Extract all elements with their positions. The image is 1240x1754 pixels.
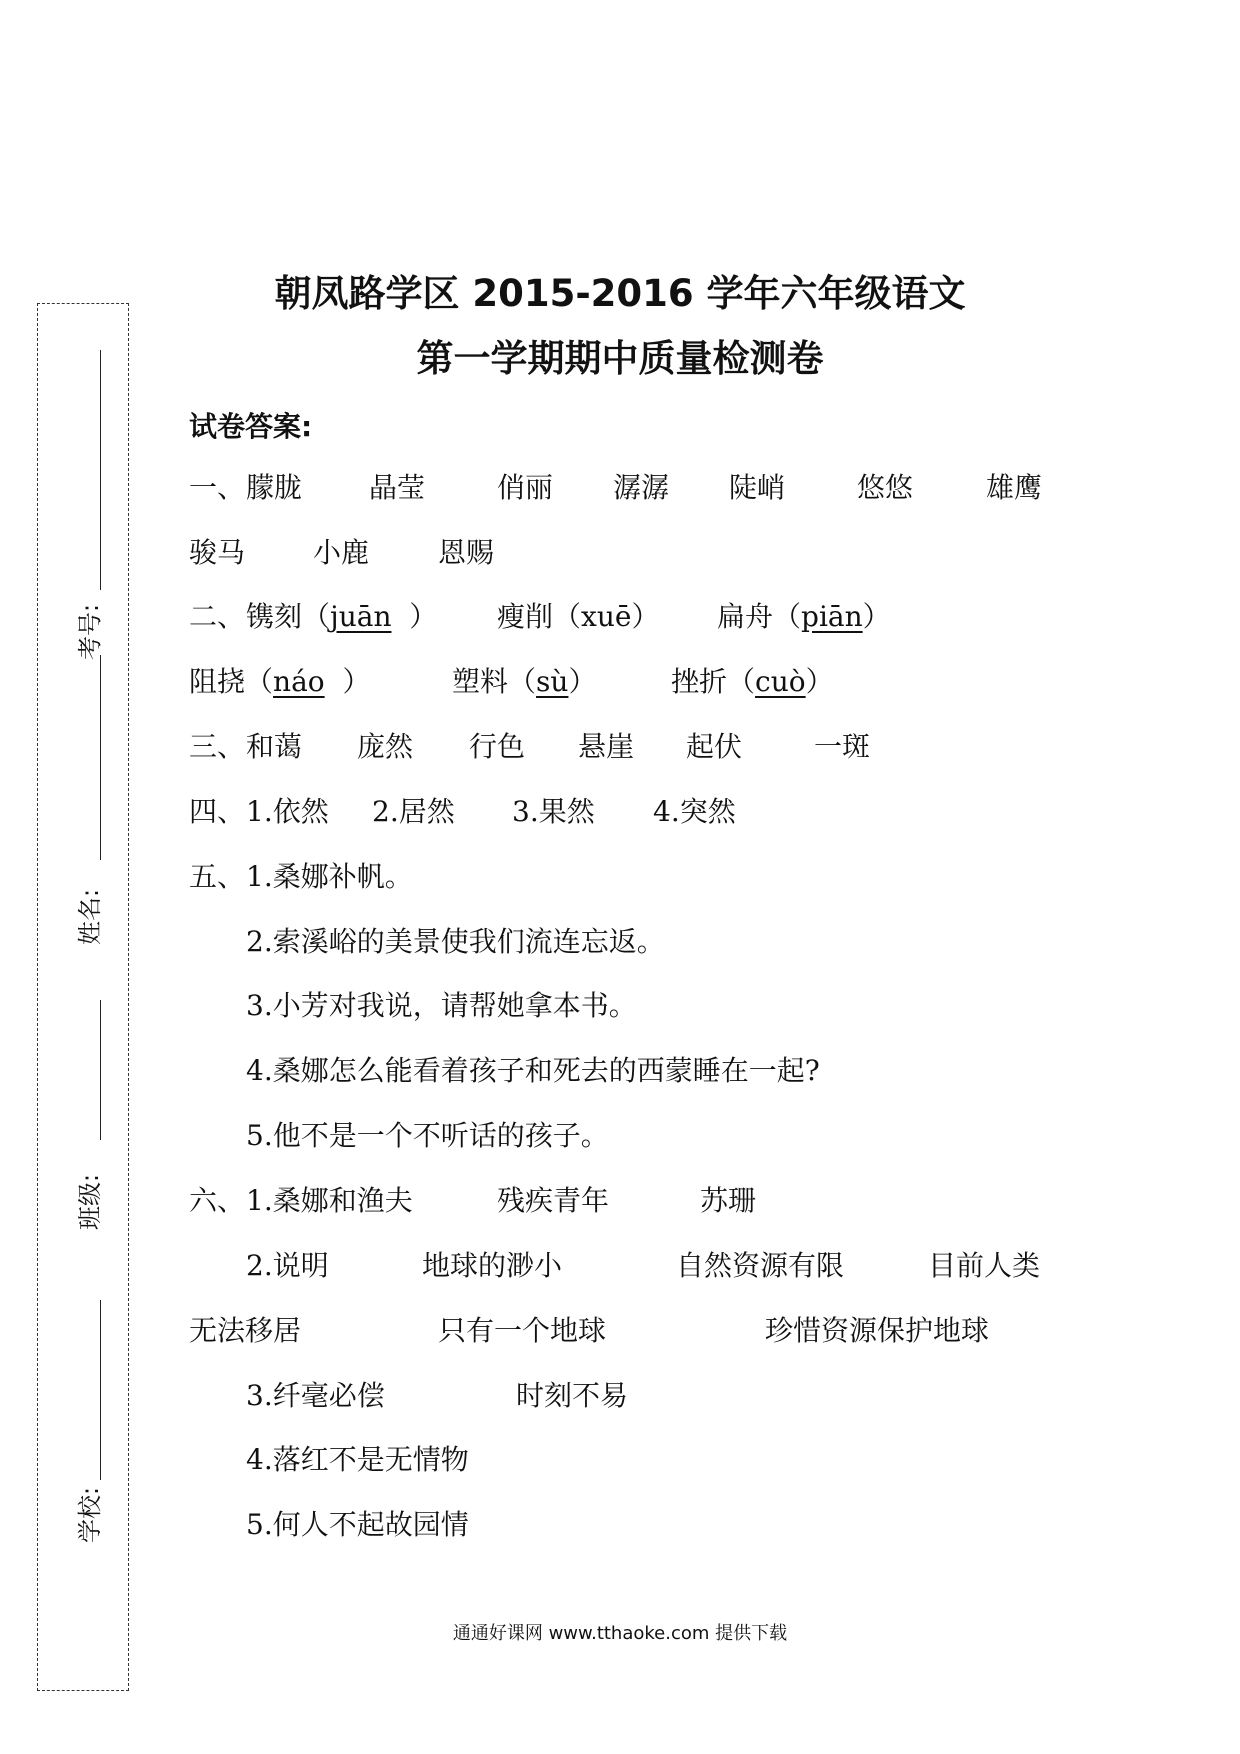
exam-no-label: 考号: xyxy=(76,603,104,660)
q1-word: 俏丽 xyxy=(497,471,554,504)
q4-item: 2.居然 xyxy=(372,795,455,828)
pinyin-answer: náo xyxy=(273,665,325,698)
pinyin-answer: sù xyxy=(536,665,569,698)
q4-prefix: 四、 xyxy=(189,795,246,828)
q6-item: 地球的渺小 xyxy=(422,1249,563,1282)
q2-item: 阻挠（náo ） xyxy=(189,665,371,698)
q3-word: 行色 xyxy=(469,730,526,763)
q5-item: 2.索溪峪的美景使我们流连忘返。 xyxy=(246,925,665,958)
q1-word: 恩赐 xyxy=(438,536,495,569)
q6-item: 无法移居 xyxy=(189,1314,302,1347)
q1-word: 潺潺 xyxy=(613,471,670,504)
q1-word: 晶莹 xyxy=(369,471,426,504)
q2-item: 挫折（cuò） xyxy=(671,665,834,698)
q4-item: 4.突然 xyxy=(653,795,736,828)
pinyin-answer: piān xyxy=(801,600,863,633)
q3-word: 悬崖 xyxy=(578,730,635,763)
name-label: 姓名: xyxy=(76,888,104,945)
q3-word: 一斑 xyxy=(814,730,871,763)
pinyin-answer: cuò xyxy=(755,665,806,698)
q1-word: 小鹿 xyxy=(313,536,370,569)
q6-item: 5.何人不起故园情 xyxy=(246,1508,469,1541)
q1-row1 xyxy=(189,468,245,508)
page-title-line1: 朝凤路学区 2015-2016 学年六年级语文 xyxy=(274,272,966,315)
q6-item: 4.落红不是无情物 xyxy=(246,1443,469,1476)
q6-item: 目前人类 xyxy=(928,1249,1041,1282)
name-line xyxy=(100,655,101,860)
answers-heading: 试卷答案: xyxy=(189,410,313,443)
q6-item: 3.纤毫必偿 xyxy=(246,1379,385,1412)
footer-source: 通通好课网 www.tthaoke.com 提供下载 xyxy=(452,1623,788,1644)
q6-prefix: 六、 xyxy=(189,1184,246,1217)
q5-item: 4.桑娜怎么能看着孩子和死去的西蒙睡在一起? xyxy=(246,1054,820,1087)
q6-item: 苏珊 xyxy=(700,1184,757,1217)
pinyin-answer: xuē xyxy=(581,600,632,633)
school-line xyxy=(100,1300,101,1480)
q2-item: 塑料（sù） xyxy=(452,665,597,698)
q1-word: 悠悠 xyxy=(857,471,914,504)
pinyin-answer: juān xyxy=(330,600,392,633)
q1-word: 朦胧 xyxy=(246,471,303,504)
school-label: 学校: xyxy=(76,1486,104,1543)
q5-item: 5.他不是一个不听话的孩子。 xyxy=(246,1119,609,1152)
q5-prefix: 五、 xyxy=(189,860,246,893)
q3-word: 起伏 xyxy=(686,730,743,763)
q3-prefix: 三、 xyxy=(189,730,246,763)
q6-item: 2.说明 xyxy=(246,1249,329,1282)
exam-no-line xyxy=(100,350,101,590)
q6-item: 只有一个地球 xyxy=(438,1314,607,1347)
q3-word: 和蔼 xyxy=(246,730,303,763)
q4-item: 1.依然 xyxy=(246,795,329,828)
q5-item: 3.小芳对我说，请帮她拿本书。 xyxy=(246,989,637,1022)
q4-item: 3.果然 xyxy=(512,795,595,828)
q1-prefix: 一、 xyxy=(189,471,246,504)
q2-prefix: 二、 xyxy=(189,600,246,633)
q1-word: 陡峭 xyxy=(729,471,786,504)
q5-item: 1.桑娜补帆。 xyxy=(246,860,413,893)
q6-item: 1.桑娜和渔夫 xyxy=(246,1184,413,1217)
q1-word: 骏马 xyxy=(189,536,246,569)
q2-item: 扁舟（piān） xyxy=(717,600,891,633)
binding-margin xyxy=(37,303,129,1691)
q1-word: 雄鹰 xyxy=(986,471,1043,504)
page-title-line2: 第一学期期中质量检测卷 xyxy=(416,337,824,380)
q6-item: 时刻不易 xyxy=(516,1379,629,1412)
q6-item: 自然资源有限 xyxy=(676,1249,845,1282)
q2-item: 瘦削（xuē） xyxy=(497,600,660,633)
q6-item: 珍惜资源保护地球 xyxy=(765,1314,990,1347)
q6-item: 残疾青年 xyxy=(497,1184,610,1217)
q2-item: 镌刻（juān ） xyxy=(246,600,438,633)
q3-word: 庞然 xyxy=(357,730,414,763)
class-label: 班级: xyxy=(76,1173,104,1230)
class-line xyxy=(100,1000,101,1140)
